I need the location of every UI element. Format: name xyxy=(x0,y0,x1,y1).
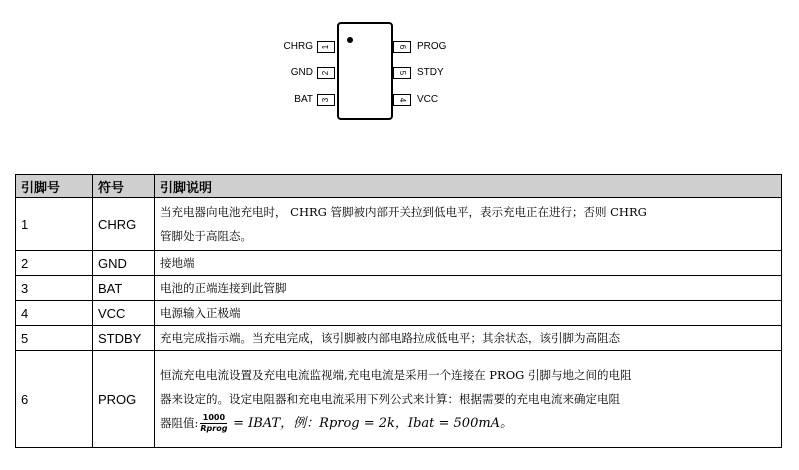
table-row xyxy=(16,351,782,448)
table-row xyxy=(16,276,782,301)
fraction-denominator: Rprog xyxy=(200,424,228,433)
pin1-indicator-dot xyxy=(347,37,353,43)
pin-number-cell: 1 xyxy=(16,198,93,251)
pin-description-cell: 电源输入正极端 xyxy=(155,301,782,326)
pin-label-vcc: VCC xyxy=(417,94,439,105)
description-line: 当充电器向电池充电时， CHRG 管脚被内部开关拉到低电平，表示充电正在进行；否则 CHRG xyxy=(160,205,647,219)
pin-label-prog: PROG xyxy=(417,41,447,52)
formula-text: = IBAT，例：Rprog = 2k，Ibat = 500mA。 xyxy=(233,415,514,431)
pin-symbol-cell: STDBY xyxy=(93,326,155,351)
pin-number-cell: 6 xyxy=(16,351,93,448)
pin-label-gnd: GND xyxy=(290,67,313,78)
description-line: 管脚处于高阻态。 xyxy=(160,229,252,243)
formula-prefix: 器阻值: xyxy=(160,415,199,430)
pin-symbol-cell: CHRG xyxy=(93,198,155,251)
pin-2: 2 xyxy=(317,67,335,79)
pin-description-cell: 接地端 xyxy=(155,251,782,276)
pin-description-table xyxy=(15,174,782,448)
pin-symbol-cell: BAT xyxy=(93,276,155,301)
pin-3: 3 xyxy=(317,94,335,106)
fraction-numerator: 1000 xyxy=(200,413,227,424)
table-row xyxy=(16,301,782,326)
pin-symbol-cell: VCC xyxy=(93,301,155,326)
table-header-row xyxy=(16,175,782,198)
chip-body xyxy=(337,22,393,120)
pin-description-cell xyxy=(155,198,782,251)
pin-symbol-cell: PROG xyxy=(93,351,155,448)
description-line: 恒流充电电流设置及充电电流监视端,充电电流是采用一个连接在 PROG 引脚与地之间的电阻 xyxy=(160,367,632,382)
description-line: 器来设定的。设定电阻器和充电电流采用下列公式来计算：根据需要的充电电流来确定电阻 xyxy=(160,391,620,406)
pin-number-cell: 2 xyxy=(16,251,93,276)
pin-label-stdy: STDY xyxy=(417,67,444,78)
pin-5: 5 xyxy=(393,67,411,79)
table-row xyxy=(16,251,782,276)
chip-pinout-diagram xyxy=(0,0,799,140)
header-pin-number: 引脚号 xyxy=(16,175,93,198)
pin-4: 4 xyxy=(393,94,411,106)
formula-fraction xyxy=(200,413,227,434)
pin-number-cell: 3 xyxy=(16,276,93,301)
pin-description-cell: 电池的正端连接到此管脚 xyxy=(155,276,782,301)
pin-1: 1 xyxy=(317,41,335,53)
pin-label-bat: BAT xyxy=(294,94,313,105)
table-row xyxy=(16,326,782,351)
pin-6: 6 xyxy=(393,41,411,53)
pin-description-cell: 充电完成指示端。当充电完成，该引脚被内部电路拉成低电平；其余状态，该引脚为高阻态 xyxy=(155,326,782,351)
header-description: 引脚说明 xyxy=(155,175,782,198)
pin-symbol-cell: GND xyxy=(93,251,155,276)
table-row xyxy=(16,198,782,251)
pin-label-chrg: CHRG xyxy=(283,41,313,52)
pin-description-cell xyxy=(155,351,782,448)
pin-number-cell: 4 xyxy=(16,301,93,326)
header-symbol: 符号 xyxy=(93,175,155,198)
pin-number-cell: 5 xyxy=(16,326,93,351)
